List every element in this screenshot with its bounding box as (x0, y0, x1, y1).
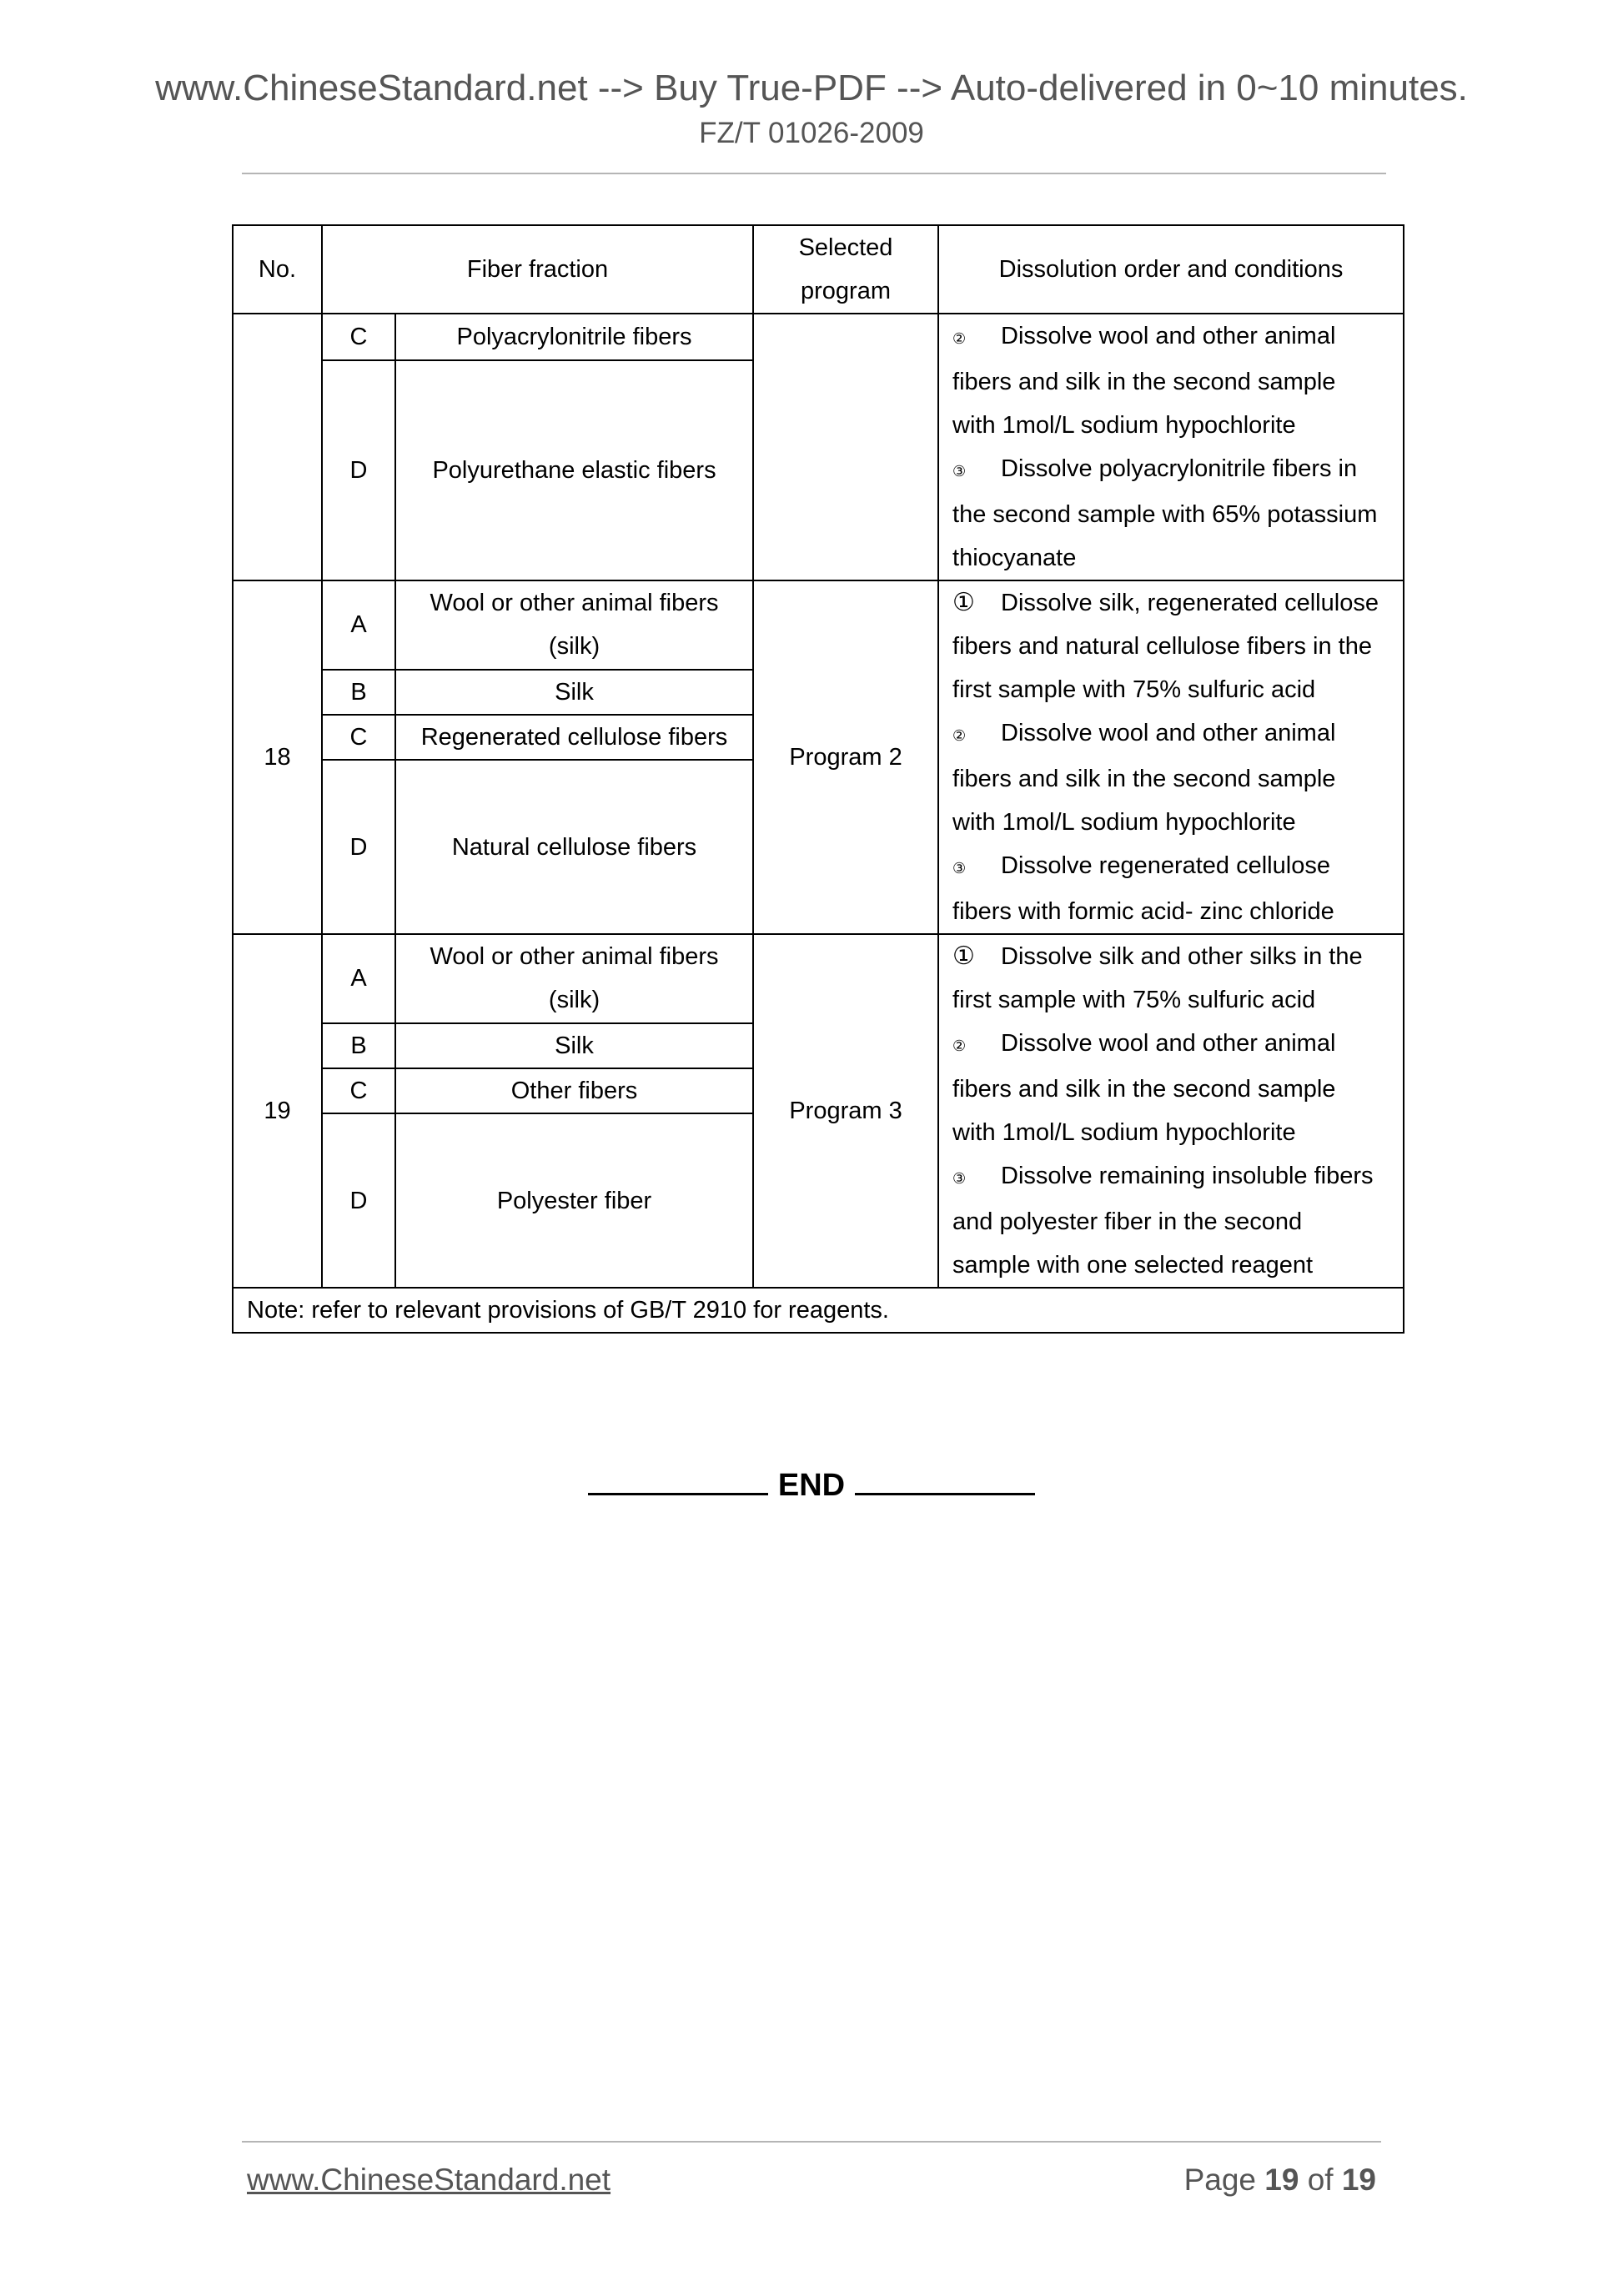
page-of: of (1307, 2163, 1334, 2197)
end-label: END (777, 1468, 846, 1503)
fiber-name: Wool or other animal fibers (silk) (395, 580, 753, 670)
header-selected-program-line2: program (801, 278, 892, 304)
footer-site-link[interactable]: www.ChineseStandard.net (247, 2163, 611, 2197)
step-marker: ① (952, 942, 975, 970)
header-banner: www.ChineseStandard.net --> Buy True-PDF --> Auto-delivered in 0~10 minutes. (155, 68, 1468, 108)
condition-line: first sample with 75% sulfuric acid (952, 987, 1316, 1013)
header-no: No. (233, 225, 322, 314)
fiber-name: Silk (395, 670, 753, 715)
table-row (233, 580, 1404, 670)
footer-divider (242, 2141, 1381, 2143)
fiber-letter: C (322, 715, 395, 760)
dissolution-table (232, 224, 1404, 1334)
step-marker: ② (952, 1037, 967, 1054)
conditions-cell (938, 580, 1404, 934)
condition-line: ① Dissolve silk and other silks in the (952, 935, 1394, 978)
condition-line: with 1mol/L sodium hypochlorite (952, 809, 1296, 836)
condition-line: ② Dissolve wool and other animal (952, 711, 1394, 757)
step-marker: ② (952, 330, 967, 347)
fiber-name: Regenerated cellulose fibers (395, 715, 753, 760)
page-indicator (1184, 2160, 1376, 2200)
program-cell: Program 2 (753, 580, 938, 934)
fiber-name: Natural cellulose fibers (395, 760, 753, 934)
header-dissolution: Dissolution order and conditions (938, 225, 1404, 314)
table-header-row (233, 225, 1404, 314)
condition-line: fibers and silk in the second sample (952, 1076, 1336, 1103)
cont-program-cell (753, 314, 938, 580)
fiber-letter: A (322, 580, 395, 670)
header-selected-program (753, 225, 938, 314)
header-fiber-fraction: Fiber fraction (322, 225, 753, 314)
fiber-name: Silk (395, 1023, 753, 1068)
step-marker: ③ (952, 463, 967, 480)
condition-line: the second sample with 65% potassium (952, 501, 1378, 528)
condition-line: fibers and silk in the second sample (952, 766, 1336, 792)
fiber-letter: C (322, 314, 395, 360)
condition-line: thiocyanate (952, 545, 1077, 571)
fiber-letter: D (322, 360, 395, 580)
end-marker (0, 1461, 1623, 1506)
condition-line: with 1mol/L sodium hypochlorite (952, 1119, 1296, 1146)
table-note: Note: refer to relevant provisions of GB/T 2910 for reagents. (233, 1288, 1404, 1333)
cont-no-cell (233, 314, 322, 580)
condition-line: and polyester fiber in the second (952, 1208, 1303, 1235)
end-rule-left (588, 1461, 768, 1495)
condition-line: ② Dissolve wool and other animal (952, 314, 1394, 360)
condition-line: ③ Dissolve remaining insoluble fibers (952, 1154, 1394, 1200)
table-row (233, 934, 1404, 1023)
fiber-letter: D (322, 1113, 395, 1288)
page-total: 19 (1341, 2163, 1376, 2197)
header-selected-program-line1: Selected (798, 234, 893, 261)
row-number: 19 (233, 934, 322, 1288)
condition-line: fibers and natural cellulose fibers in the (952, 633, 1372, 660)
standard-code: FZ/T 01026-2009 (699, 117, 924, 149)
conditions-cell (938, 314, 1404, 580)
program-cell: Program 3 (753, 934, 938, 1288)
fiber-letter: B (322, 1023, 395, 1068)
condition-line: ③ Dissolve polyacrylonitrile fibers in (952, 447, 1394, 493)
header-divider (242, 173, 1386, 174)
condition-line: ③ Dissolve regenerated cellulose (952, 844, 1394, 890)
table-row (233, 314, 1404, 360)
fiber-name: Other fibers (395, 1068, 753, 1113)
condition-line: first sample with 75% sulfuric acid (952, 676, 1316, 703)
fiber-letter: A (322, 934, 395, 1023)
table-note-row (233, 1288, 1404, 1333)
condition-line: fibers and silk in the second sample (952, 369, 1336, 395)
condition-line: ② Dissolve wool and other animal (952, 1022, 1394, 1068)
condition-line: with 1mol/L sodium hypochlorite (952, 412, 1296, 439)
fiber-letter: C (322, 1068, 395, 1113)
fiber-letter: B (322, 670, 395, 715)
condition-line: fibers with formic acid- zinc chloride (952, 898, 1334, 925)
condition-line: sample with one selected reagent (952, 1252, 1314, 1279)
step-marker: ③ (952, 860, 967, 877)
row-number: 18 (233, 580, 322, 934)
conditions-cell (938, 934, 1404, 1288)
step-marker: ② (952, 727, 967, 744)
fiber-name: Polyacrylonitrile fibers (395, 314, 753, 360)
step-marker: ③ (952, 1170, 967, 1187)
condition-line: ① Dissolve silk, regenerated cellulose (952, 581, 1394, 625)
step-marker: ① (952, 589, 975, 616)
page-current: 19 (1264, 2163, 1299, 2197)
fiber-name: Wool or other animal fibers (silk) (395, 934, 753, 1023)
end-rule-right (855, 1461, 1035, 1495)
fiber-letter: D (322, 760, 395, 934)
page-label: Page (1183, 2163, 1256, 2197)
fiber-name: Polyurethane elastic fibers (395, 360, 753, 580)
fiber-name: Polyester fiber (395, 1113, 753, 1288)
